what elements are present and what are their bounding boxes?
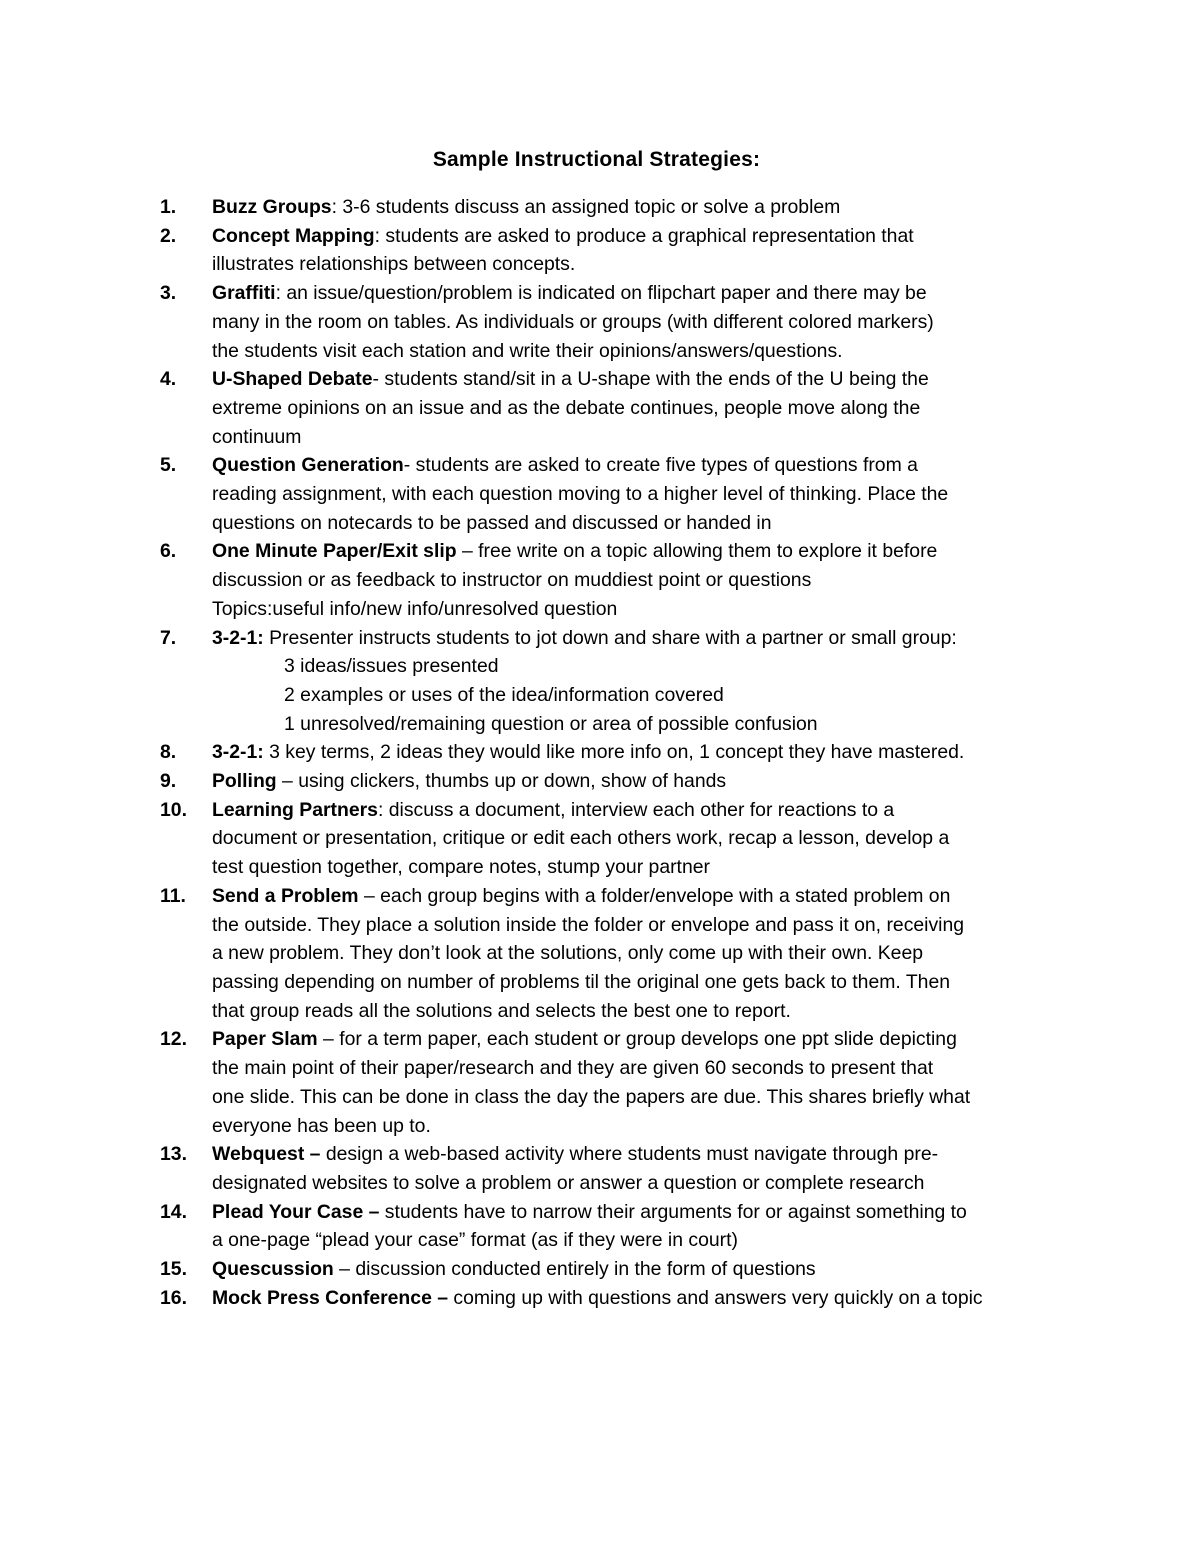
- list-item: [0, 767, 1200, 796]
- item-description: 3 key terms, 2 ideas they would like more info on, 1 concept they have mastered.: [263, 741, 965, 764]
- item-description: : students are asked to produce a graphical representation that: [374, 224, 914, 247]
- item-first-line: [212, 796, 1090, 825]
- item-number: 9.: [160, 770, 177, 793]
- item-term: Question Generation: [212, 454, 404, 477]
- item-description: : 3-6 students discuss an assigned topic or solve a problem: [331, 196, 841, 218]
- list-item: [0, 1284, 1200, 1313]
- item-description: – each group begins with a folder/envelope with a stated problem on: [358, 884, 951, 907]
- item-term: 3-2-1:: [212, 741, 264, 764]
- item-first-line: [212, 738, 1090, 767]
- list-item: [0, 738, 1200, 767]
- item-first-line: [212, 1255, 1090, 1284]
- list-item: [0, 365, 1200, 451]
- item-number: 8.: [160, 741, 177, 764]
- item-first-line: [212, 365, 1090, 394]
- item-continuation-line: passing depending on number of problems til the original one gets back to them. Then: [212, 970, 951, 993]
- item-number: 10.: [160, 798, 187, 821]
- item-term: Polling: [212, 770, 277, 793]
- item-first-line: [212, 624, 1090, 653]
- item-number: 11.: [160, 884, 186, 907]
- item-continuation-line: discussion or as feedback to instructor on muddiest point or questions: [212, 569, 812, 592]
- list-item: [0, 624, 1200, 739]
- item-number: 5.: [160, 454, 177, 477]
- item-number: 3.: [160, 282, 177, 305]
- item-continuation-line: document or presentation, critique or edit each others work, recap a lesson, develop a: [212, 827, 950, 850]
- list-item: [0, 451, 1200, 537]
- item-first-line: [212, 537, 1090, 566]
- item-continuation-line: a one-page “plead your case” format (as if they were in court): [212, 1229, 738, 1252]
- item-number: 7.: [160, 626, 177, 649]
- item-number: 14.: [160, 1200, 187, 1223]
- item-sub-line: 3 ideas/issues presented: [284, 655, 499, 678]
- item-first-line: [212, 1140, 1090, 1169]
- item-term: U-Shaped Debate: [212, 368, 373, 391]
- item-continuation-line: the outside. They place a solution inside the folder or envelope and pass it on, receiving: [212, 913, 965, 936]
- item-description: Presenter instructs students to jot down and share with a partner or small group:: [263, 626, 957, 649]
- strategy-list: [0, 193, 1200, 1312]
- item-continuation-line: continuum: [212, 425, 302, 448]
- item-term: Concept Mapping: [212, 224, 375, 247]
- item-first-line: [212, 767, 1090, 796]
- item-first-line: [212, 1284, 1090, 1313]
- item-description: : discuss a document, interview each other for reactions to a: [377, 798, 895, 821]
- item-description: - students are asked to create five types of questions from a: [403, 454, 918, 477]
- item-first-line: [212, 279, 1090, 308]
- item-description: - students stand/sit in a U-shape with the ends of the U being the: [372, 368, 929, 391]
- item-continuation-line: test question together, compare notes, stump your partner: [212, 856, 710, 879]
- list-item: [0, 279, 1200, 365]
- list-item: [0, 1025, 1200, 1140]
- list-item: [0, 1140, 1200, 1197]
- item-number: 16.: [160, 1286, 187, 1309]
- item-continuation-line: illustrates relationships between concepts.: [212, 253, 576, 276]
- item-continuation-line: Topics:useful info/new info/unresolved question: [212, 597, 618, 620]
- item-term: Quescussion: [212, 1258, 334, 1281]
- item-description: – for a term paper, each student or group develops one ppt slide depicting: [317, 1028, 957, 1051]
- item-continuation-line: a new problem. They don’t look at the solutions, only come up with their own. Keep: [212, 942, 924, 965]
- item-term: Paper Slam: [212, 1028, 318, 1051]
- item-term: One Minute Paper/Exit slip: [212, 540, 457, 563]
- item-number: 15.: [160, 1258, 187, 1281]
- item-description: – using clickers, thumbs up or down, show of hands: [276, 770, 727, 793]
- item-term: Buzz Groups: [212, 196, 332, 218]
- list-item: [0, 193, 1200, 222]
- item-description: – free write on a topic allowing them to explore it before: [456, 540, 938, 563]
- page-title: Sample Instructional Strategies:: [432, 148, 761, 171]
- item-description: design a web-based activity where students must navigate through pre-: [320, 1143, 939, 1166]
- item-number: 12.: [160, 1028, 187, 1051]
- list-item: [0, 537, 1200, 623]
- item-sub-line: 2 examples or uses of the idea/information covered: [284, 683, 724, 706]
- item-continuation-line: extreme opinions on an issue and as the debate continues, people move along the: [212, 396, 921, 419]
- item-term: Webquest –: [212, 1143, 321, 1166]
- list-item: [0, 1198, 1200, 1255]
- item-continuation-line: one slide. This can be done in class the day the papers are due. This shares briefly what: [212, 1085, 971, 1108]
- item-continuation-line: the students visit each station and write their opinions/answers/questions.: [212, 339, 843, 362]
- item-continuation-line: many in the room on tables. As individuals or groups (with different colored markers): [212, 310, 934, 333]
- item-term: Mock Press Conference –: [212, 1286, 449, 1309]
- item-term: 3-2-1:: [212, 626, 264, 649]
- item-term: Graffiti: [212, 282, 276, 305]
- item-number: 4.: [160, 368, 177, 391]
- item-first-line: [212, 1025, 1090, 1054]
- item-continuation-line: reading assignment, with each question moving to a higher level of thinking. Place the: [212, 483, 949, 506]
- item-continuation-line: the main point of their paper/research and they are given 60 seconds to present that: [212, 1057, 934, 1080]
- item-term: Send a Problem: [212, 884, 359, 907]
- item-description: coming up with questions and answers very quickly on a topic: [448, 1286, 983, 1309]
- item-continuation-line: questions on notecards to be passed and discussed or handed in: [212, 511, 772, 534]
- item-number: 2.: [160, 224, 177, 247]
- item-number: 1.: [160, 196, 177, 218]
- item-description: : an issue/question/problem is indicated on flipchart paper and there may be: [275, 282, 927, 305]
- item-continuation-line: that group reads all the solutions and selects the best one to report.: [212, 999, 791, 1022]
- item-term: Learning Partners: [212, 798, 378, 821]
- item-first-line: [212, 1198, 1090, 1227]
- list-item: [0, 1255, 1200, 1284]
- item-first-line: [212, 222, 1090, 251]
- item-number: 13.: [160, 1143, 187, 1166]
- item-first-line: [212, 451, 1090, 480]
- list-item: [0, 796, 1200, 882]
- item-first-line: [212, 193, 1090, 222]
- item-number: 6.: [160, 540, 177, 563]
- item-term: Plead Your Case –: [212, 1200, 380, 1223]
- list-item: [0, 882, 1200, 1026]
- item-sub-line: 1 unresolved/remaining question or area of possible confusion: [284, 712, 818, 735]
- item-continuation-line: everyone has been up to.: [212, 1114, 431, 1137]
- list-item: [0, 222, 1200, 279]
- item-continuation-line: designated websites to solve a problem or answer a question or complete research: [212, 1171, 925, 1194]
- item-description: students have to narrow their arguments for or against something to: [379, 1200, 967, 1223]
- item-first-line: [212, 882, 1090, 911]
- item-description: – discussion conducted entirely in the form of questions: [333, 1258, 816, 1281]
